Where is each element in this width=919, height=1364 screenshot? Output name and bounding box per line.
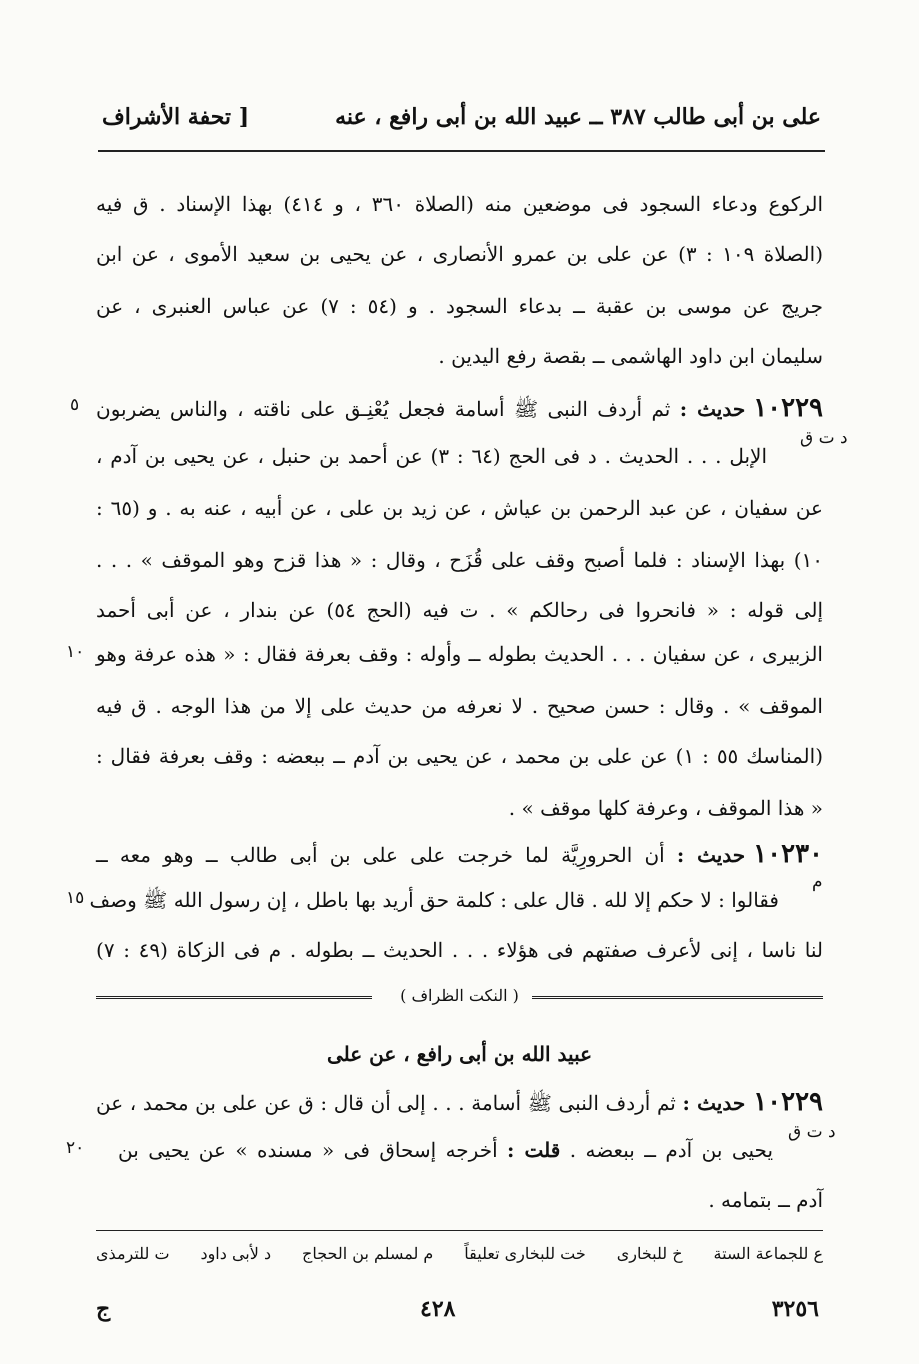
margin-line-number: ٥ (70, 395, 80, 415)
hadith-number: ١٠٢٢٩ (753, 1087, 824, 1117)
text-line: الركوع ودعاء السجود فى موضعين منه (الصلاة ٣٦٠ ، و ٤١٤) بهذا الإسناد . ق فيه (96, 192, 824, 216)
nukat-text: يحيى بن آدم ــ ببعضه . (569, 1138, 774, 1162)
margin-line-number: ١٠ (66, 642, 85, 662)
hadith-number: ١٠٢٢٩ (753, 393, 824, 423)
hadith-text: ثم أردف النبى ﷺ أسامة فجعل يُعْنِـق على ناقته ، والناس يضربون (96, 397, 671, 421)
page-header (98, 100, 825, 152)
divider-label: ( النكت الظراف ) (400, 986, 519, 1005)
sigla-item: ت للترمذى (96, 1244, 170, 1263)
sigla-item: خت للبخارى تعليقاً (464, 1244, 586, 1263)
nukat-second-line (118, 1134, 773, 1166)
text-line: إلى قوله : « فانحروا فى رحالكم » . ت فيه (الحج ٥٤) عن بندار ، عن أبى أحمد (96, 598, 823, 622)
text-line: فقالوا : لا حكم إلا لله . قال على : كلمة حق أريد بها باطل ، إن رسول الله ﷺ وصف (89, 888, 779, 912)
section-divider (96, 988, 823, 1008)
running-title: على بن أبى طالب ٣٨٧ ــ عبيد الله بن أبى رافع ، عنه (335, 104, 821, 130)
footer-volume: ج (96, 1296, 111, 1322)
hadith-10230-first-line (96, 838, 823, 871)
footnote-rule (96, 1230, 823, 1231)
sigla-item: د لأبى داود (200, 1244, 272, 1263)
text-line: الزبيرى ، عن سفيان . . . الحديث بطوله ــ وأوله : وقف بعرفة فقال : « هذه عرفة وهو (96, 642, 823, 666)
page-number: ٤٢٨ (420, 1296, 456, 1322)
divider-rule (96, 996, 372, 999)
sigla-item: خ للبخارى (616, 1244, 683, 1263)
source-sigla: د ت ق (788, 1122, 836, 1142)
nukat-first-line (96, 1086, 823, 1119)
hadith-number: ١٠٢٣٠ (753, 839, 823, 869)
hadith-text: أن الحرورِيَّة لما خرجت على على بن أبى طالب ــ وهو معه ــ (96, 843, 665, 867)
text-line: الإبل . . . الحديث . د فى الحج (٦٤ : ٣) عن أحمد بن حنبل ، عن يحيى بن آدم ، (96, 444, 768, 468)
book-title: [ تحفة الأشراف (102, 104, 250, 130)
sigla-item: م لمسلم بن الحجاج (302, 1244, 434, 1263)
text-line: (الصلاة ١٠٩ : ٣) عن على بن عمرو الأنصارى ، عن يحيى بن سعيد الأموى ، عن ابن (96, 242, 823, 266)
nukat-qultu: قلت : (507, 1138, 561, 1162)
sigla-key (96, 1244, 823, 1274)
margin-line-number: ١٥ (66, 888, 85, 908)
nukat-text: أخرجه إسحاق فى « مسنده » عن يحيى بن (118, 1138, 498, 1162)
text-line: « هذا الموقف ، وعرفة كلها موقف » . (508, 796, 823, 820)
hadith-keyword: حديث : (682, 1091, 746, 1115)
divider-rule (532, 996, 823, 999)
hadith-10229-first-line (96, 392, 823, 425)
source-sigla: د ت ق (800, 428, 848, 448)
text-line: سليمان ابن داود الهاشمى ــ بقصة رفع اليدين . (438, 344, 823, 368)
text-line: آدم ــ بتمامه . (708, 1188, 823, 1212)
margin-line-number: ٢٠ (66, 1138, 85, 1158)
text-line: (المناسك ٥٥ : ١) عن على بن محمد ، عن يحيى بن آدم ــ ببعضه : وقف بعرفة فقال : (96, 744, 823, 768)
text-line: جريج عن موسى بن عقبة ــ بدعاء السجود . و (٥٤ : ٧) عن عباس العنبرى ، عن (96, 294, 824, 318)
text-line: الموقف » . وقال : حسن صحيح . لا نعرفه من حديث على إلا من هذا الوجه . ق فيه (96, 694, 823, 718)
section-subheading: عبيد الله بن أبى رافع ، عن على (326, 1042, 593, 1066)
hadith-keyword: حديث : (676, 843, 746, 867)
source-sigla: م (812, 872, 823, 892)
hadith-keyword: حديث : (679, 397, 746, 421)
hadith-text: ثم أردف النبى ﷺ أسامة . . . إلى أن قال : ق عن على بن محمد ، عن (96, 1091, 676, 1115)
text-line: عن سفيان ، عن عبد الرحمن بن عياش ، عن زيد بن على ، عن أبيه ، عنه به . و (٦٥ : (96, 496, 823, 520)
footer-entry-number: ٣٢٥٦ (771, 1296, 819, 1322)
text-line: لنا ناسا ، إنى لأعرف صفتهم فى هؤلاء . . . الحديث ــ بطوله . م فى الزكاة (٤٩ : ٧) (96, 938, 824, 962)
sigla-item: ع للجماعة الستة (713, 1244, 823, 1263)
text-line: ١٠) بهذا الإسناد : فلما أصبح وقف على قُزَح ، وقال : « هذا قزح وهو الموقف » . . . (96, 548, 823, 572)
